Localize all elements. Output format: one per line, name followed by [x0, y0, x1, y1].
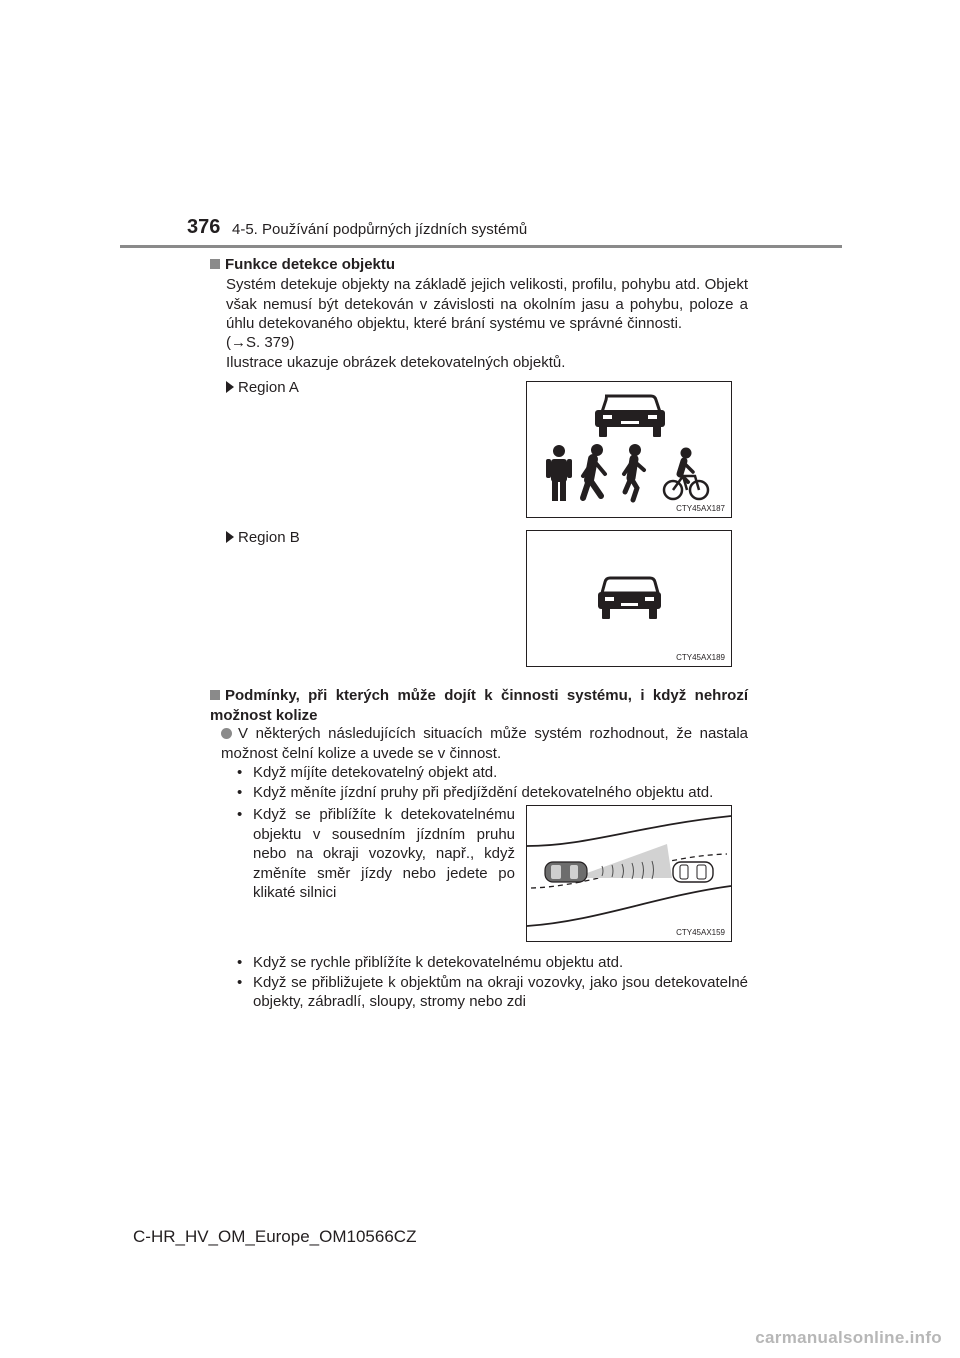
- winding-road-illustration: [527, 806, 731, 941]
- pedestrian-standing-icon: [546, 445, 572, 501]
- bullet-dot: •: [237, 973, 243, 991]
- bullet-dot: •: [237, 764, 243, 781]
- pedestrian-running-icon: [624, 444, 644, 500]
- heading-text: Podmínky, při kterých může dojít k činnosti systému, i když nehrozí možnost kolize: [210, 687, 748, 724]
- page-number: 376: [187, 216, 221, 238]
- radar-beam: [587, 844, 672, 878]
- figure-code: CTY45AX187: [676, 504, 725, 513]
- square-bullet-icon: [210, 259, 220, 269]
- figure-winding-road: [526, 805, 732, 942]
- bullet-dot: •: [237, 783, 243, 801]
- section-title: 4-5. Používání podpůrných jízdních systémů: [232, 221, 528, 238]
- list-item: [237, 783, 748, 803]
- list-item-text: Když se přiblížíte k detekovatelnému objektu v sousedním jízdním pruhu nebo na okraji vozovky, např., když změníte směr jízdy nebo jedete po klikaté silnici: [253, 806, 515, 901]
- page-reference: (→S. 379): [226, 334, 295, 351]
- own-vehicle-icon: [545, 862, 587, 882]
- list-item: [237, 953, 748, 973]
- section-heading-object-detection: [210, 255, 395, 275]
- bullet-dot: •: [237, 954, 243, 971]
- car-icon: [598, 578, 661, 619]
- watermark: carmanualsonline.info: [755, 1328, 942, 1347]
- list-item-text: Když míjíte detekovatelný objekt atd.: [253, 764, 498, 781]
- round-bullet-icon: [221, 728, 232, 739]
- square-bullet-icon: [210, 690, 220, 700]
- illustration-note: Ilustrace ukazuje obrázek detekovatelných objektů.: [226, 354, 566, 371]
- bullet-dot: •: [237, 806, 243, 823]
- region-b-label: [226, 528, 300, 548]
- list-item-text: Když měníte jízdní pruhy při předjíždění detekovatelného objektu atd.: [253, 783, 714, 801]
- region-a-label: [226, 378, 299, 398]
- car-icon: [595, 396, 665, 437]
- document-code: C-HR_HV_OM_Europe_OM10566CZ: [133, 1227, 417, 1246]
- figure-code: CTY45AX189: [676, 653, 725, 662]
- road-edge-top: [527, 816, 731, 846]
- heading-text: Funkce detekce objektu: [225, 256, 396, 273]
- triangle-bullet-icon: [226, 531, 234, 543]
- car-only-illustration: [527, 531, 731, 666]
- bullet-with-figure: [237, 805, 515, 903]
- figure-region-a: [526, 381, 732, 518]
- bullet-list-top: [237, 763, 748, 802]
- list-item: [237, 973, 748, 1012]
- pedestrian-walking-icon: [583, 444, 605, 498]
- figure-code: CTY45AX159: [676, 928, 725, 937]
- triangle-bullet-icon: [226, 381, 234, 393]
- detection-paragraph: Systém detekuje objekty na základě jejich velikosti, profilu, pohybu atd. Objekt však nemusí být detekován v závislosti na okolním jasu a pohybu, poloze a úhlu detekovaného objektu, které brání systému ve správné činnosti.: [226, 276, 748, 332]
- region-a-text: Region A: [238, 379, 299, 396]
- bullet-list-bottom: [237, 953, 748, 1012]
- cyclist-icon: [664, 448, 708, 500]
- region-b-text: Region B: [238, 529, 300, 546]
- oncoming-vehicle-icon: [673, 862, 713, 882]
- list-item-text: Když se přibližujete k objektům na okraji vozovky, jako jsou detekovatelné objekty, zábradlí, sloupy, stromy nebo zdi: [253, 973, 748, 1010]
- section-heading-conditions: [210, 686, 748, 725]
- intro-text: V některých následujících situacích může systém rozhodnout, že nastala možnost čelní kolize a uvede se v činnost.: [221, 725, 748, 762]
- list-item-text: Když se rychle přiblížíte k detekovatelnému objektu atd.: [253, 954, 624, 971]
- conditions-intro: [221, 724, 748, 763]
- road-edge-bottom: [527, 886, 731, 926]
- list-item: [237, 763, 748, 783]
- header-divider: [120, 245, 842, 248]
- figure-region-b: [526, 530, 732, 667]
- detectable-objects-illustration: [527, 382, 731, 517]
